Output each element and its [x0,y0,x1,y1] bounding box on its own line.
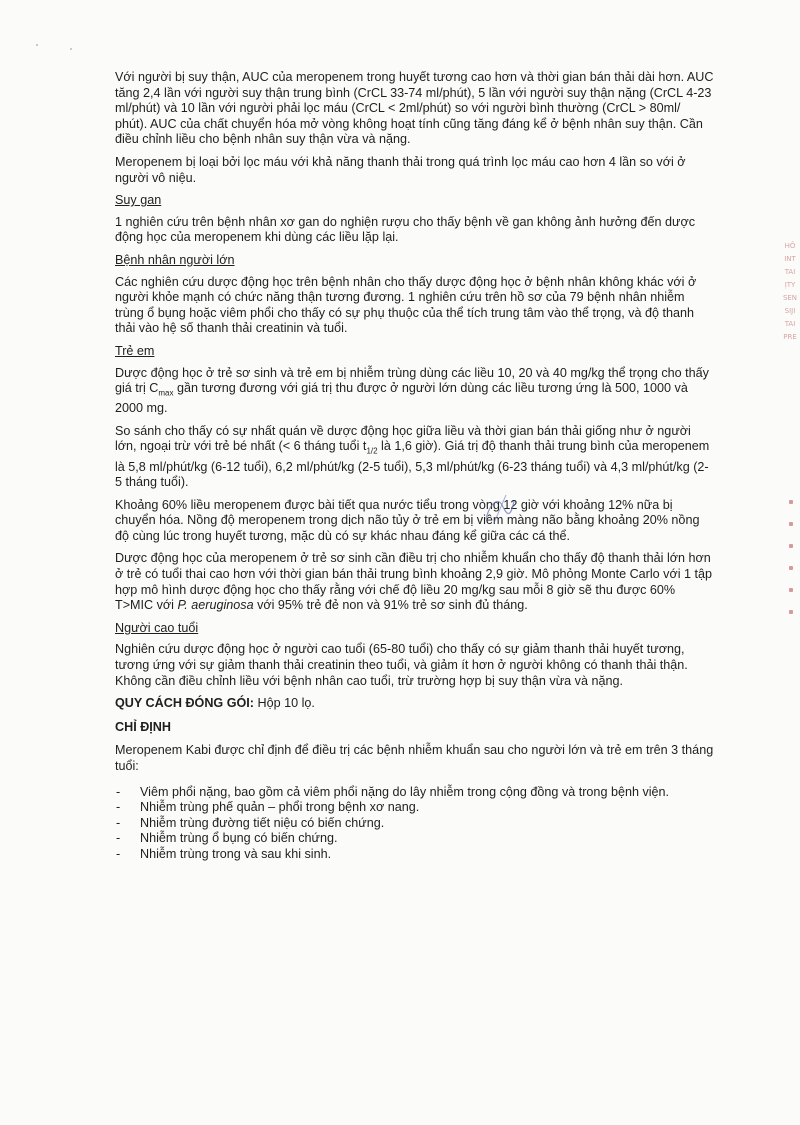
cmax-subscript: max [158,388,174,398]
stamp-fragment: INT [784,255,796,263]
stamp-dot [789,610,793,614]
stamp-dot [789,588,793,592]
packaging-label: QUY CÁCH ĐÓNG GÓI: [115,696,255,711]
stamp-fragment: TAI [784,268,796,276]
list-item: - Viêm phổi nặng, bao gồm cả viêm phổi nặng do lây nhiễm trong cộng đồng và trong bệnh viện. [115,785,715,801]
stamp-dot [789,566,793,570]
stamp-fragment: PRE [783,333,797,341]
packaging-value: Hộp 10 lọ. [254,696,315,711]
scan-speck [36,44,38,46]
children-heading: Trẻ em [115,343,155,358]
children-paragraph-2 [115,424,715,491]
indications-list [115,785,715,863]
margin-stamp [782,240,798,344]
children-p4-text-a: Dược động học của meropenem ở trẻ sơ sinh cần điều trị cho nhiễm khuẩn cho thấy độ thanh thải lớn hơn ở trẻ có tuổi thai cao hơn với thời gian bán thải trung bình khoảng 2,9 giờ. Mô phỏng Monte Carlo với 1 tập hợp mô hình dược động học cho thấy rằng với chế độ liều 20 mg/kg sau mỗi 8 giờ sẽ thu được 60% T>MIC với [115,551,713,613]
scan-speck [70,48,72,50]
list-item: - Nhiễm trùng trong và sau khi sinh. [115,847,715,863]
stamp-dot [789,544,793,548]
stamp-fragment: ỊTY [784,281,796,289]
elderly-paragraph: Nghiên cứu dược động học ở người cao tuổi (65-80 tuổi) cho thấy có sự giảm thanh thải huyết tương, tương ứng với sự giảm thanh thải creatinin theo tuổi, và giảm ít hơn ở người không có thanh thải thận. Không cần điều chỉnh liều với bệnh nhân cao tuổi, trừ trường hợp bị suy thận vừa và nặng. [115,642,688,688]
list-item: - Nhiễm trùng ổ bụng có biến chứng. [115,831,715,847]
pen-scribble-mark [480,493,520,527]
renal-paragraph-2: Meropenem bị loại bởi lọc máu với khả năng thanh thải trong quá trình lọc máu cao hơn 4 lần so với ở người vô niệu. [115,154,686,185]
list-item: - Nhiễm trùng phế quản – phổi trong bệnh xơ nang. [115,800,715,816]
children-p2-text-a: So sánh cho thấy có sự nhất quán về dược động học giữa liều và thời gian bán thải giống như ở người lớn, ngoại trừ với trẻ bé nhất (< 6 tháng tuổi t [115,423,691,454]
children-p1-text-b: gần tương đương với giá trị thu được ở người lớn dùng các liều tương ứng là 500, 1000 và 2000 mg. [115,381,688,416]
stamp-fragment: HÔ [784,242,796,250]
renal-paragraph-1: Với người bị suy thận, AUC của meropenem trong huyết tương cao hơn và thời gian bán thải dài hơn. AUC tăng 2,4 lần với người suy thận trung bình (CrCL 33-74 ml/phút), 5 lần với người suy thận nặng (CrCL 4-23 ml/phút) và 10 lần với người phải lọc máu (CrCL < 2ml/phút) so với người bình thường (CrCL > 80ml/ phút). AUC của chất chuyển hóa mở vòng không hoạt tính cũng tăng đáng kể ở bệnh nhân suy thận. Cần điều chỉnh liều cho bệnh nhân suy thận vừa và nặng. [115,70,714,147]
stamp-fragment: SEN [782,294,798,302]
packaging-line [115,696,715,712]
list-item: - Nhiễm trùng đường tiết niệu có biến chứng. [115,816,715,832]
children-paragraph-4 [115,551,715,613]
organism-name: P. aeruginosa [177,598,254,613]
children-paragraph-3: Khoảng 60% liều meropenem được bài tiết qua nước tiểu trong vòng 12 giờ với khoảng 12% nữa bị chuyển hóa. Nồng độ meropenem trong dịch não tủy ở trẻ em bị viêm màng não bằng khoảng 20% nồng độ cùng lúc trong huyết tương, mặc dù có sự khác nhau đáng kể giữa các cá thể. [115,497,700,543]
stamp-dot [789,522,793,526]
document-page [115,70,715,863]
liver-paragraph: 1 nghiên cứu trên bệnh nhân xơ gan do nghiện rượu cho thấy bệnh về gan không ảnh hưởng đến dược động học của meropenem khi dùng các liều lặp lại. [115,214,696,245]
liver-heading: Suy gan [115,193,162,208]
indications-heading: CHỈ ĐỊNH [115,719,171,734]
children-paragraph-1 [115,366,715,417]
margin-stamp-marks [788,500,794,640]
adult-heading: Bệnh nhân người lớn [115,252,235,267]
stamp-fragment: TAI [784,320,796,328]
adult-paragraph: Các nghiên cứu dược động học trên bệnh nhân cho thấy dược động học ở bệnh nhân không khác với ở người khỏe mạnh có chức năng thận tương đương. 1 nghiên cứu trên hồ sơ của 79 bệnh nhân nhiễm trùng ổ bụng hoặc viêm phổi cho thấy có sự phụ thuộc của thể tích trung tâm vào thể trọng, và độ thanh thải vào hệ số thanh thải creatinin và tuổi. [115,274,697,336]
elderly-heading: Người cao tuổi [115,620,199,635]
half-life-subscript: 1/2 [366,446,378,456]
stamp-dot [789,500,793,504]
children-p4-text-b: với 95% trẻ đẻ non và 91% trẻ sơ sinh đủ tháng. [253,598,528,613]
indications-intro: Meropenem Kabi được chỉ định để điều trị các bệnh nhiễm khuẩn sau cho người lớn và trẻ em trên 3 tháng tuổi: [115,743,714,773]
children-p1-text-a: Dược động học ở trẻ sơ sinh và trẻ em bị nhiễm trùng dùng các liều 10, 20 và 40 mg/kg thể trọng cho thấy giá trị C [115,365,709,396]
stamp-fragment: SIJI [784,307,796,315]
children-p2-text-b: là 1,6 giờ). Giá trị độ thanh thải trung bình của meropenem là 5,8 ml/phút/kg (6-12 tuổi), 6,2 ml/phút/kg (2-5 tuổi), 5,3 ml/phút/kg (6-23 tháng tuổi) và 4,3 ml/phút/kg (2-5 tháng tuổi). [115,439,710,490]
